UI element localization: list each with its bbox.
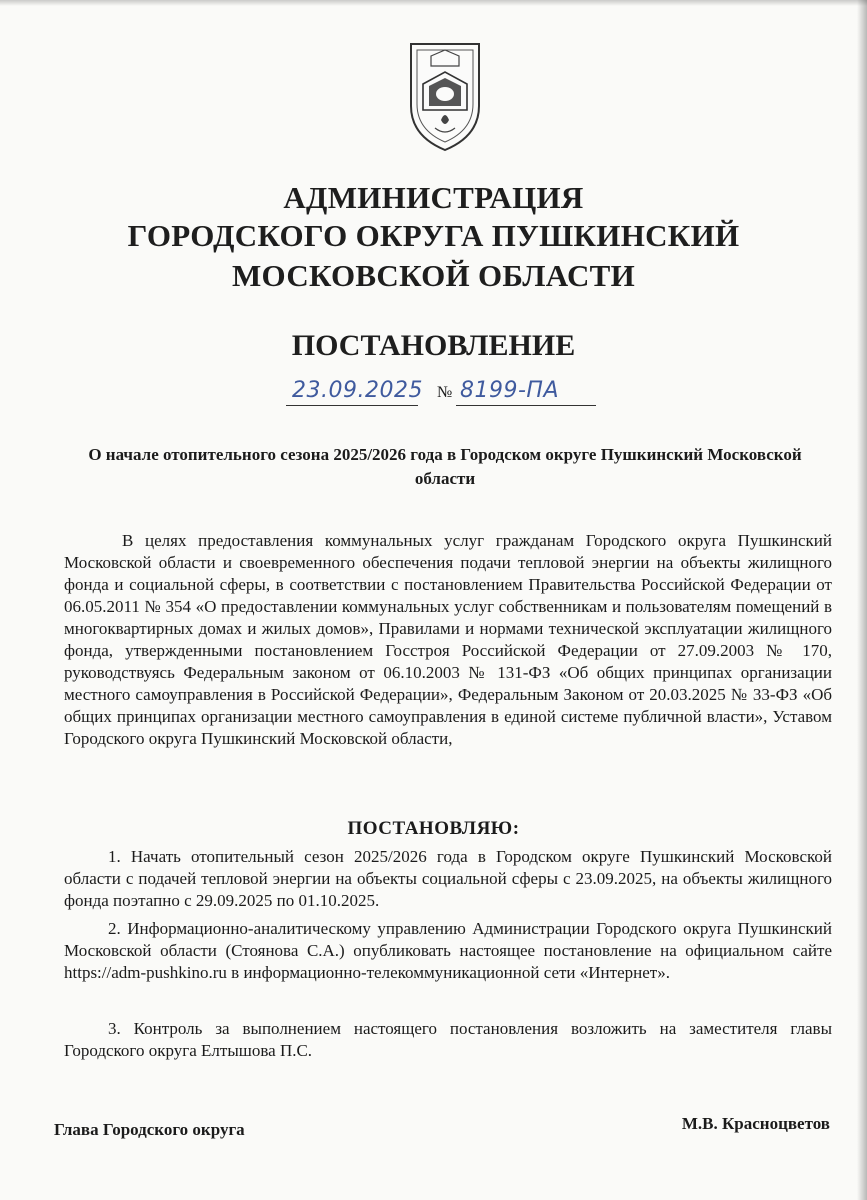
document-type: ПОСТАНОВЛЕНИЕ <box>291 329 576 362</box>
date-number-row <box>280 376 610 410</box>
number-underline <box>456 405 596 406</box>
document-date: 23.09.2025 <box>292 378 423 403</box>
decree-item: 2. Информационно-аналитическому управлению Администрации Городского округа Пушкинский Московской области (Стоянова С.А.) опубликовать настоящее постановление на официальном сайте https://adm-pushkino.ru в информационно-телекоммуникационной сети «Интернет». <box>64 919 832 982</box>
decree-item: 3. Контроль за выполнением настоящего постановления возложить на заместителя главы Городского округа Елтышова П.С. <box>64 1019 832 1060</box>
org-title-line-1: АДМИНИСТРАЦИЯ <box>283 180 584 215</box>
org-title-line-3: МОСКОВСКОЙ ОБЛАСТИ <box>231 258 636 293</box>
document-number: 8199-ПА <box>460 378 560 403</box>
document-title: О начале отопительного сезона 2025/2026 года в Городском округе Пушкинский Московской области <box>88 445 802 488</box>
number-sign: № <box>437 384 453 401</box>
preamble-paragraph: В целях предоставления коммунальных услуг гражданам Городского округа Пушкинский Московской области и своевременного обеспечения подачи тепловой энергии на объекты жилищного фонда и социальной сферы, в соответствии с постановлением Правительства Российской Федерации от 06.05.2011 № 354 «О предоставлении коммунальных услуг собственникам и пользователям помещений в многоквартирных домах и жилых домов», Правилами и нормами технической эксплуатации жилищного фонда, утвержденными постановлением Госстроя Российской Федерации от 27.09.2003 № 170, руководствуясь Федеральным законом от 06.10.2003 № 131-ФЗ «Об общих принципах организации местного самоуправления в Российской Федерации», Федеральным Законом от 20.03.2025 № 33-ФЗ «Об общих принципах организации местного самоуправления в единой системе публичной власти», Уставом Городского округа Пушкинский Московской области, <box>64 531 832 748</box>
signatory-name: М.В. Красноцветов <box>681 1114 830 1133</box>
date-underline <box>286 405 418 406</box>
org-title-line-2: ГОРОДСКОГО ОКРУГА ПУШКИНСКИЙ <box>127 218 740 253</box>
decree-item: 1. Начать отопительный сезон 2025/2026 года в Городском округе Пушкинский Московской области с подачей тепловой энергии на объекты социальной сферы с 23.09.2025, на объекты жилищного фонда поэтапно с 29.09.2025 по 01.10.2025. <box>64 847 832 910</box>
decree-heading: ПОСТАНОВЛЯЮ: <box>347 818 520 839</box>
signatory-position: Глава Городского округа <box>54 1120 245 1139</box>
coat-of-arms-emblem <box>401 36 489 154</box>
page-shadow-top <box>0 0 867 6</box>
